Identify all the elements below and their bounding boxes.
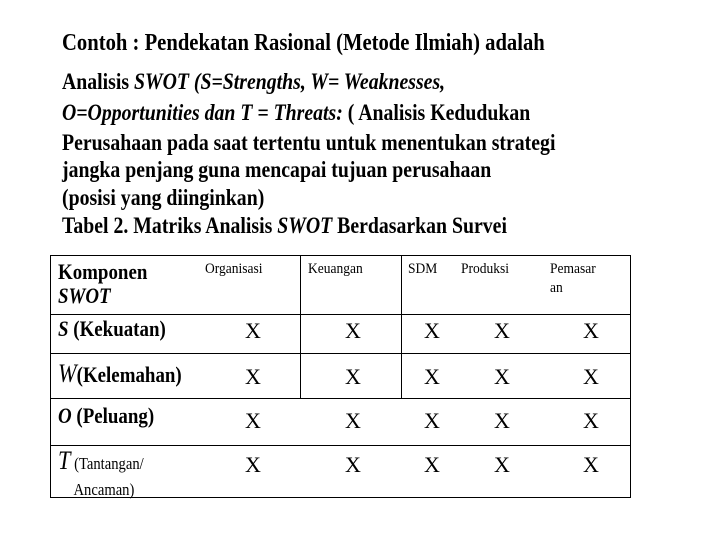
opportunities-threats-text: O=Opportunities dan T = Threats: (62, 100, 343, 125)
column-header-pemasaran-line2: an (550, 280, 563, 296)
row-text-tantangan: (Tantangan/ (70, 454, 144, 473)
analisis-text: Analisis (62, 69, 135, 94)
table-caption (62, 214, 507, 238)
matrix-mark: X (245, 318, 261, 343)
column-header-sdm: SDM (408, 261, 438, 277)
matrix-mark: X (583, 318, 599, 343)
swot-matrix-table (50, 255, 631, 498)
row-divider (50, 398, 631, 399)
component-header (58, 260, 147, 308)
matrix-mark: X (245, 364, 261, 389)
row-label-threats (58, 446, 144, 502)
paragraph-line-5: (posisi yang diinginkan) (62, 185, 265, 210)
column-divider (401, 255, 402, 398)
matrix-mark: X (494, 364, 510, 389)
matrix-mark: X (494, 318, 510, 343)
row-letter-w: W (58, 359, 77, 388)
paragraph-line-2 (62, 101, 530, 125)
column-header-produksi: Produksi (461, 261, 510, 277)
component-header-line1: Komponen (58, 259, 148, 284)
row-divider (50, 353, 631, 354)
matrix-mark: X (424, 364, 440, 389)
paragraph-line-4: jangka penjang guna mencapai tujuan perusahaan (62, 157, 492, 182)
paragraph-line-3: Perusahaan pada saat tertentu untuk menentukan strategi (62, 130, 556, 155)
matrix-mark: X (245, 452, 261, 477)
row-text-peluang: (Peluang) (71, 403, 155, 428)
column-header-pemasaran (550, 260, 596, 298)
component-header-line2: SWOT (58, 283, 111, 308)
caption-suffix: Berdasarkan Survei (332, 213, 507, 238)
matrix-mark: X (424, 452, 440, 477)
matrix-mark: X (583, 364, 599, 389)
column-header-organisasi: Organisasi (205, 261, 263, 277)
caption-swot: SWOT (277, 213, 333, 238)
matrix-mark: X (494, 452, 510, 477)
row-text-ancaman: Ancaman) (73, 480, 135, 499)
matrix-mark: X (424, 318, 440, 343)
row-text-kelemahan: (Kelemahan) (76, 362, 182, 387)
caption-prefix: Tabel 2. Matriks Analisis (62, 213, 278, 238)
matrix-mark: X (583, 452, 599, 477)
row-label-strengths (58, 317, 166, 341)
row-label-opportunities (58, 404, 154, 428)
row-divider (50, 445, 631, 446)
matrix-mark: X (345, 452, 361, 477)
table-border-left (50, 255, 51, 498)
analisis-kedudukan-text: ( Analisis Kedudukan (342, 100, 531, 125)
swot-definition-text: SWOT (S=Strengths, W= Weaknesses, (134, 69, 446, 94)
matrix-mark: X (345, 318, 361, 343)
page-heading: Contoh : Pendekatan Rasional (Metode Ilmiah) adalah (62, 30, 545, 56)
column-header-keuangan: Keuangan (308, 261, 363, 277)
column-divider (300, 255, 301, 398)
table-border-top (50, 255, 631, 256)
table-border-right (630, 255, 631, 498)
matrix-mark: X (494, 408, 510, 433)
row-letter-s: S (58, 316, 69, 341)
column-header-pemasaran-line1: Pemasar (550, 261, 596, 277)
matrix-mark: X (245, 408, 261, 433)
row-letter-o: O (58, 403, 72, 428)
matrix-mark: X (424, 408, 440, 433)
paragraph-line-1 (62, 70, 445, 94)
row-divider (50, 314, 631, 315)
matrix-mark: X (345, 408, 361, 433)
row-text-kekuatan: (Kekuatan) (68, 316, 166, 341)
row-letter-t: T (58, 446, 71, 475)
matrix-mark: X (345, 364, 361, 389)
matrix-mark: X (583, 408, 599, 433)
row-label-weaknesses (58, 359, 182, 388)
